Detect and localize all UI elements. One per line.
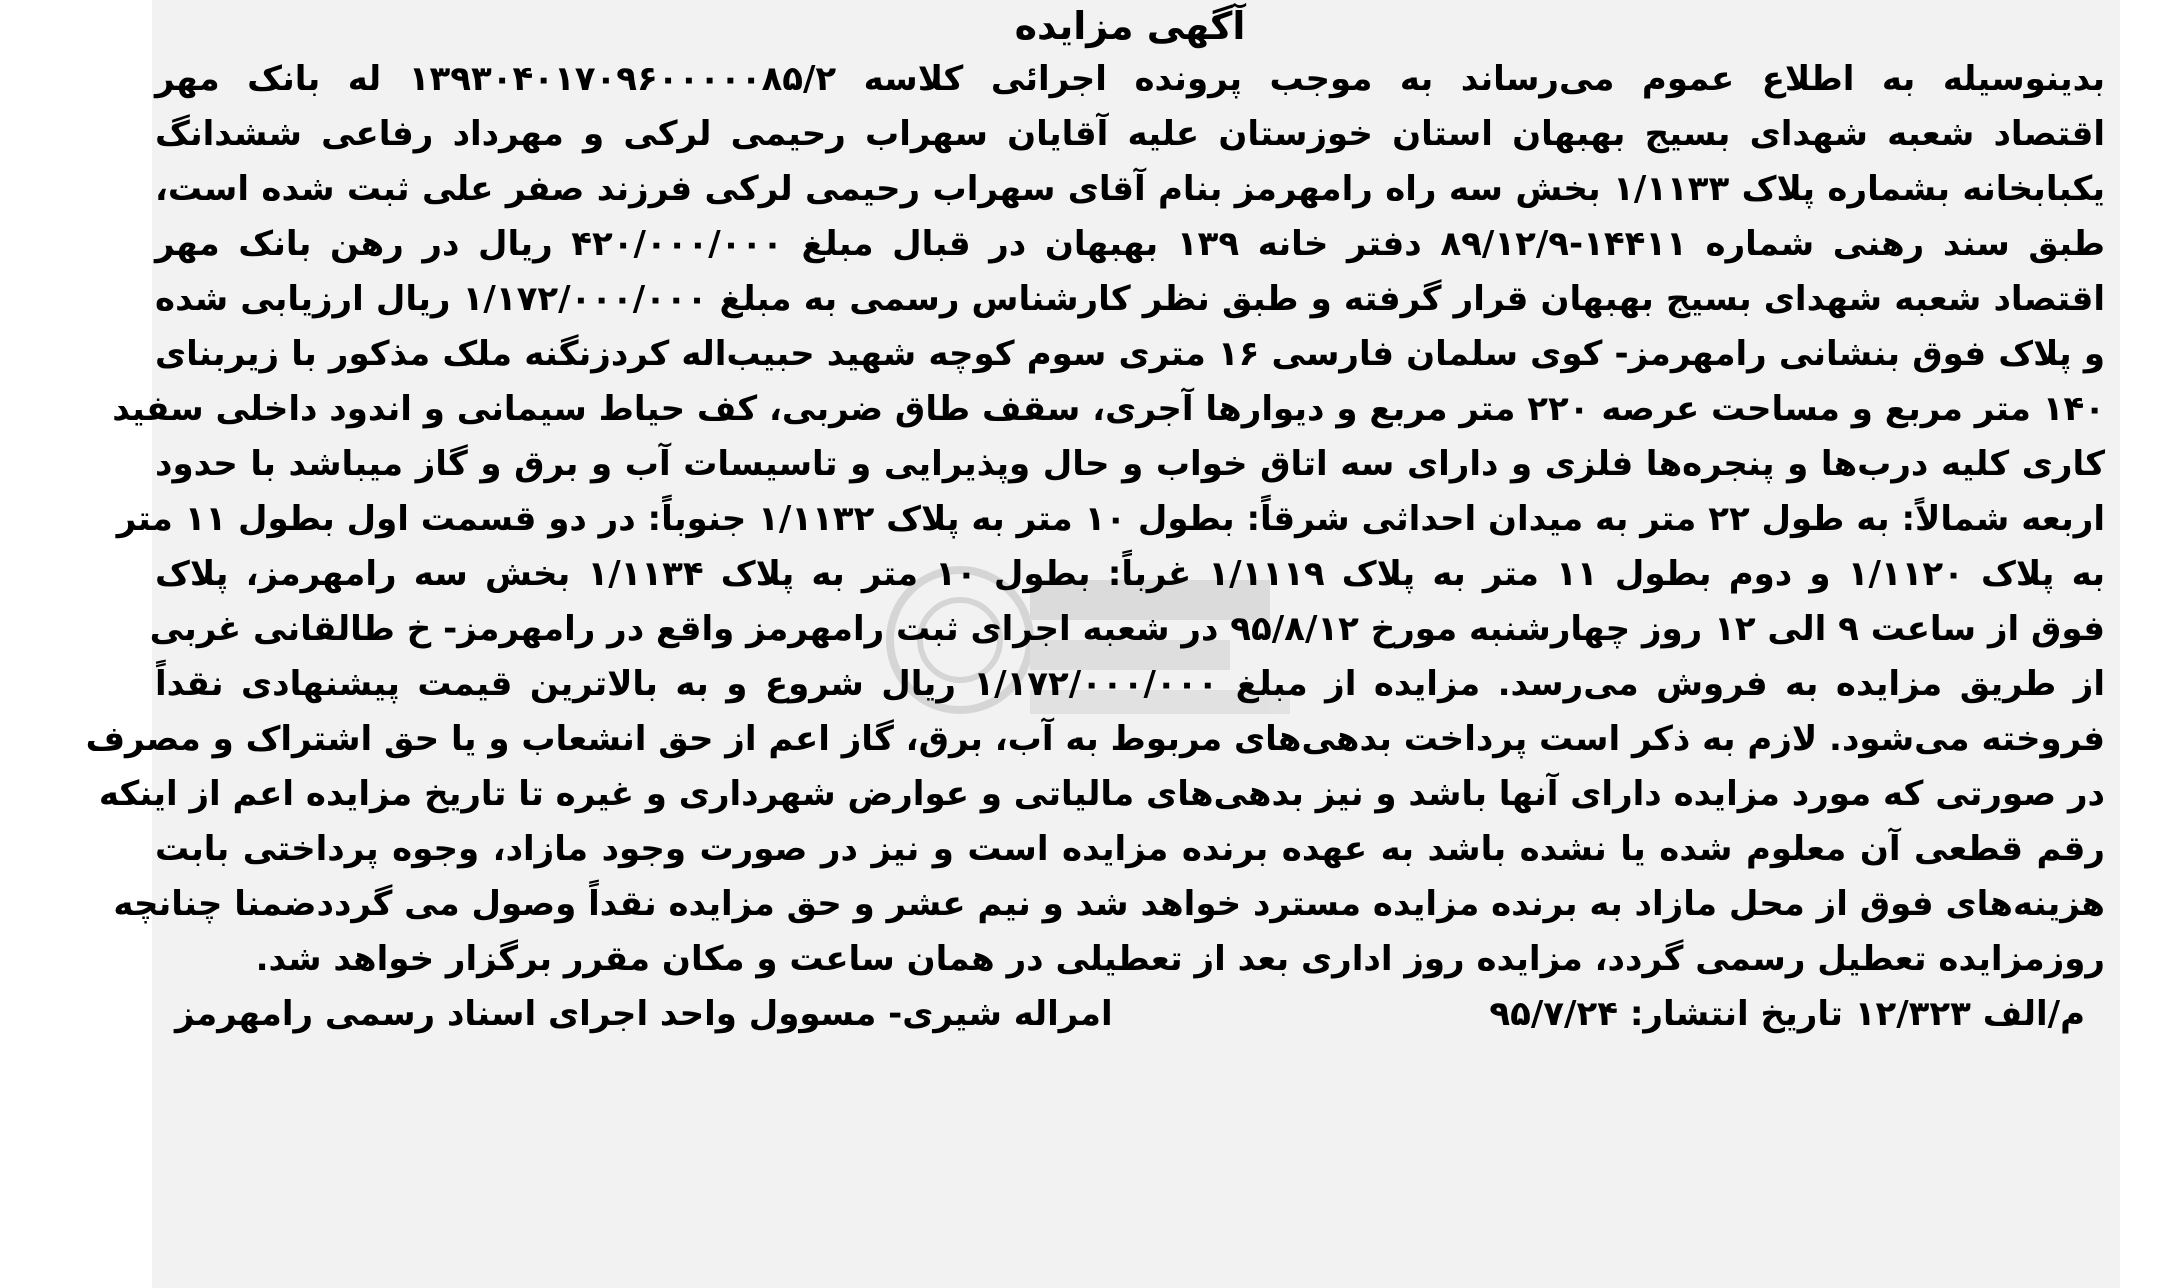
notice-footer [155, 987, 2105, 1042]
notice-line: به پلاک ۱/۱۱۲۰ و دوم بطول ۱۱ متر به پلاک ۱/۱۱۱۹ غرباً: بطول ۱۰ متر به پلاک ۱/۱۱۳۴ بخش سه رامهرمز، پلاک [155, 554, 2105, 594]
notice-line: اقتصاد شعبه شهدای بسیج بهبهان استان خوزستان علیه آقایان سهراب رحیمی لرکی و مهرداد رفاعی ششدانگ [155, 114, 2105, 154]
notice-line: فوق از ساعت ۹ الی ۱۲ روز چهارشنبه مورخ ۹۵/۸/۱۲ در شعبه اجرای ثبت رامهرمز واقع در رامهرمز- خ طالقانی غربی [149, 609, 2105, 649]
notice-line: بدینوسیله به اطلاع عموم می‌رساند به موجب پرونده اجرائی کلاسه ۱۳۹۳۰۴۰۱۷۰۹۶۰۰۰۰۰۸۵/۲ له بانک مهر [155, 59, 2105, 99]
notice-line: کاری کلیه درب‌ها و پنجره‌ها فلزی و دارای سه اتاق خواب و حال وپذیرایی و تاسیسات آب و برق و گاز میباشد با حدود [155, 444, 2105, 484]
notice-line: اقتصاد شعبه شهدای بسیج بهبهان قرار گرفته و طبق نظر کارشناس رسمی به مبلغ ۱/۱۷۲/۰۰۰/۰۰۰ ریال ارزیابی شده [155, 279, 2105, 319]
notice-line: و پلاک فوق بنشانی رامهرمز- کوی سلمان فارسی ۱۶ متری سوم کوچه شهید حبیب‌اله کردزنگنه ملک مذکور با زیربنای [155, 334, 2105, 374]
notice-line: در صورتی که مورد مزایده دارای آنها باشد و نیز بدهی‌های مالیاتی و عوارض شهرداری و غیره تا تاریخ مزایده اعم از اینکه [98, 774, 2105, 814]
notice-line: یکبابخانه بشماره پلاک ۱/۱۱۳۳ بخش سه راه رامهرمز بنام آقای سهراب رحیمی لرکی فرزند صفر علی ثبت شده است، [155, 169, 2105, 209]
notice-line: روزمزایده تعطیل رسمی گردد، مزایده روز اداری بعد از تعطیلی در همان ساعت و مکان مقرر برگزار خواهد شد. [255, 939, 2105, 979]
notice-line: طبق سند رهنی شماره ۱۴۴۱۱-۸۹/۱۲/۹ دفتر خانه ۱۳۹ بهبهان در قبال مبلغ ۴۲۰/۰۰۰/۰۰۰ ریال در رهن بانک مهر [155, 224, 2105, 264]
notice-line: از طریق مزایده به فروش می‌رسد. مزایده از مبلغ ۱/۱۷۲/۰۰۰/۰۰۰ ریال شروع و به بالاترین قیمت پیشنهادی نقداً [155, 664, 2105, 704]
notice-title: آگهی مزایده [1014, 4, 1246, 48]
notice-line: ۱۴۰ متر مربع و مساحت عرصه ۲۲۰ متر مربع و دیوارها آجری، سقف طاق ضربی، کف حیاط سیمانی و اندود داخلی سفید [112, 389, 2105, 429]
notice-line: فروخته می‌شود. لازم به ذکر است پرداخت بدهی‌های مربوط به آب، برق، گاز اعم از حق انشعاب و یا حق اشتراک و مصرف [85, 719, 2105, 759]
signature-line: امراله شیری- مسوول واحد اجرای اسناد رسمی رامهرمز [175, 994, 1113, 1034]
notice-line: اربعه شمالاً: به طول ۲۲ متر به میدان احداثی شرقاً: بطول ۱۰ متر به پلاک ۱/۱۱۳۲ جنوباً: در دو قسمت اول بطول ۱۱ متر [116, 499, 2105, 539]
notice-line: رقم قطعی آن معلوم شده یا نشده باشد به عهده برنده مزایده است و نیز در صورت وجود مازاد، وجوه پرداختی بابت [155, 829, 2105, 869]
notice-line: هزینه‌های فوق از محل مازاد به برنده مزایده مسترد خواهد شد و نیم عشر و حق مزایده نقداً وصول می گرددضمنا چنانچه [113, 884, 2105, 924]
auction-notice [85, 0, 2105, 1042]
notice-body [85, 52, 2105, 987]
publication-reference: م/الف ۱۲/۳۲۳ تاریخ انتشار: ۹۵/۷/۲۴ [1489, 994, 2085, 1034]
